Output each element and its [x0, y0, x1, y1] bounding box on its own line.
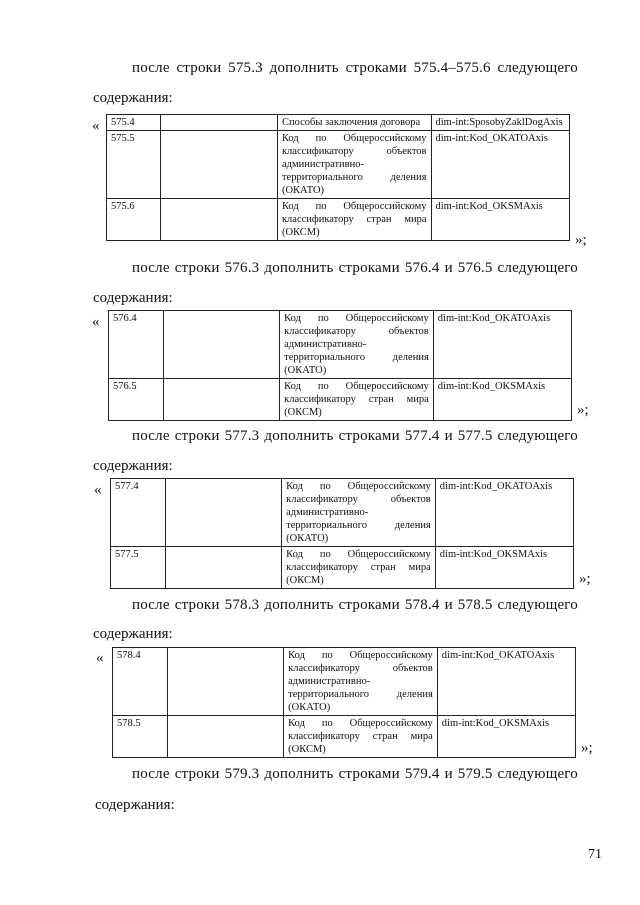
section-3-table — [110, 478, 574, 589]
intro-word: после — [132, 60, 170, 76]
intro-word: 575.4–575.6 — [413, 60, 491, 76]
intro-word: после — [132, 766, 170, 782]
empty-cell — [167, 716, 284, 758]
empty-cell — [161, 131, 277, 199]
section-3-intro — [132, 428, 578, 445]
empty-cell — [165, 547, 282, 589]
intro-word: 576.5 — [457, 260, 493, 276]
code-cell: dim-int:SposobyZaklDogAxis — [431, 115, 570, 131]
intro-word: строки — [174, 260, 220, 276]
intro-word: строками — [338, 597, 400, 613]
intro-word: и — [444, 428, 453, 444]
intro-word: строками — [338, 766, 400, 782]
code-cell: dim-int:Kod_OKATOAxis — [437, 648, 575, 716]
intro-word: дополнить — [264, 428, 334, 444]
table-row — [111, 547, 574, 589]
table-row — [111, 479, 574, 547]
section-1-quote-open: « — [92, 118, 100, 134]
intro-word: следующего — [497, 260, 578, 276]
section-1-quote-close: »; — [575, 232, 587, 248]
intro-word: строками — [338, 260, 400, 276]
description-cell: Код по Общероссийскому классификатору объектов административно-территориального деления (ОКАТО) — [277, 131, 431, 199]
intro-word: дополнить — [264, 766, 334, 782]
intro-word: после — [132, 597, 170, 613]
code-cell: dim-int:Kod_OKSMAxis — [435, 547, 573, 589]
section-3-continuation: содержания: — [93, 458, 173, 474]
code-cell: dim-int:Kod_OKSMAxis — [437, 716, 575, 758]
intro-word: следующего — [497, 428, 578, 444]
description-cell: Код по Общероссийскому классификатору стран мира (ОКСМ) — [284, 716, 438, 758]
row-number-cell: 575.5 — [107, 131, 161, 199]
intro-word: дополнить — [269, 60, 339, 76]
table-row — [107, 131, 570, 199]
section-2-table — [108, 310, 572, 421]
table-row — [109, 311, 572, 379]
row-number-cell: 576.5 — [109, 379, 164, 421]
section-2-quote-close: »; — [577, 402, 589, 418]
empty-cell — [161, 199, 277, 241]
intro-word: 577.3 — [224, 428, 260, 444]
code-cell: dim-int:Kod_OKATOAxis — [435, 479, 573, 547]
row-number-cell: 576.4 — [109, 311, 164, 379]
description-cell: Код по Общероссийскому классификатору стран мира (ОКСМ) — [280, 379, 434, 421]
description-cell: Способы заключения договора — [277, 115, 431, 131]
intro-word: 577.4 — [404, 428, 440, 444]
intro-word: и — [444, 597, 453, 613]
section-4-quote-close: »; — [581, 740, 593, 756]
code-cell: dim-int:Kod_OKATOAxis — [431, 131, 570, 199]
intro-word: 578.3 — [224, 597, 260, 613]
intro-word: и — [444, 766, 453, 782]
section-4-table — [112, 647, 576, 758]
table-row — [107, 115, 570, 131]
description-cell: Код по Общероссийскому классификатору объектов административно-территориального деления (ОКАТО) — [280, 311, 434, 379]
row-number-cell: 575.6 — [107, 199, 161, 241]
section-1-intro — [132, 60, 578, 77]
description-cell: Код по Общероссийскому классификатору объектов административно-территориального деления (ОКАТО) — [282, 479, 436, 547]
section-4-continuation: содержания: — [93, 626, 173, 642]
row-number-cell: 577.5 — [111, 547, 166, 589]
intro-word: после — [132, 428, 170, 444]
empty-cell — [163, 379, 280, 421]
row-number-cell: 575.4 — [107, 115, 161, 131]
intro-word: 579.4 — [404, 766, 440, 782]
intro-word: 578.5 — [457, 597, 493, 613]
intro-word: 576.4 — [404, 260, 440, 276]
intro-word: строки — [174, 428, 220, 444]
section-2-quote-open: « — [92, 314, 100, 330]
empty-cell — [163, 311, 280, 379]
intro-word: строки — [174, 597, 220, 613]
table-row — [107, 199, 570, 241]
description-cell: Код по Общероссийскому классификатору стран мира (ОКСМ) — [282, 547, 436, 589]
section-4-quote-open: « — [96, 650, 104, 666]
intro-word: после — [132, 260, 170, 276]
row-number-cell: 578.4 — [113, 648, 168, 716]
code-cell: dim-int:Kod_OKSMAxis — [433, 379, 571, 421]
section-2-intro — [132, 260, 578, 277]
empty-cell — [167, 648, 284, 716]
intro-word: 578.4 — [404, 597, 440, 613]
code-cell: dim-int:Kod_OKSMAxis — [431, 199, 570, 241]
intro-word: следующего — [497, 597, 578, 613]
description-cell: Код по Общероссийскому классификатору стран мира (ОКСМ) — [277, 199, 431, 241]
section-4-intro — [132, 597, 578, 614]
page-number: 71 — [588, 847, 602, 862]
section-3-quote-open: « — [94, 482, 102, 498]
section-2-continuation: содержания: — [93, 290, 173, 306]
intro-word: строками — [338, 428, 400, 444]
intro-word: дополнить — [264, 260, 334, 276]
section-3-quote-close: »; — [579, 571, 591, 587]
intro-word: 579.5 — [457, 766, 493, 782]
table-row — [113, 648, 576, 716]
row-number-cell: 577.4 — [111, 479, 166, 547]
intro-word: 577.5 — [457, 428, 493, 444]
section-1-continuation: содержания: — [93, 90, 173, 106]
intro-word: строки — [174, 766, 220, 782]
intro-word: 576.3 — [224, 260, 260, 276]
section-1-table — [106, 114, 570, 241]
section-5-intro — [132, 766, 578, 783]
empty-cell — [165, 479, 282, 547]
intro-word: 579.3 — [224, 766, 260, 782]
section-5-continuation: содержания: — [95, 797, 175, 813]
table-row — [113, 716, 576, 758]
row-number-cell: 578.5 — [113, 716, 168, 758]
intro-word: следующего — [497, 766, 578, 782]
description-cell: Код по Общероссийскому классификатору объектов административно-территориального деления (ОКАТО) — [284, 648, 438, 716]
intro-word: 575.3 — [228, 60, 263, 76]
code-cell: dim-int:Kod_OKATOAxis — [433, 311, 571, 379]
empty-cell — [161, 115, 277, 131]
intro-word: строки — [176, 60, 222, 76]
intro-word: следующего — [497, 60, 578, 76]
table-row — [109, 379, 572, 421]
intro-word: дополнить — [264, 597, 334, 613]
intro-word: и — [444, 260, 453, 276]
intro-word: строками — [345, 60, 407, 76]
